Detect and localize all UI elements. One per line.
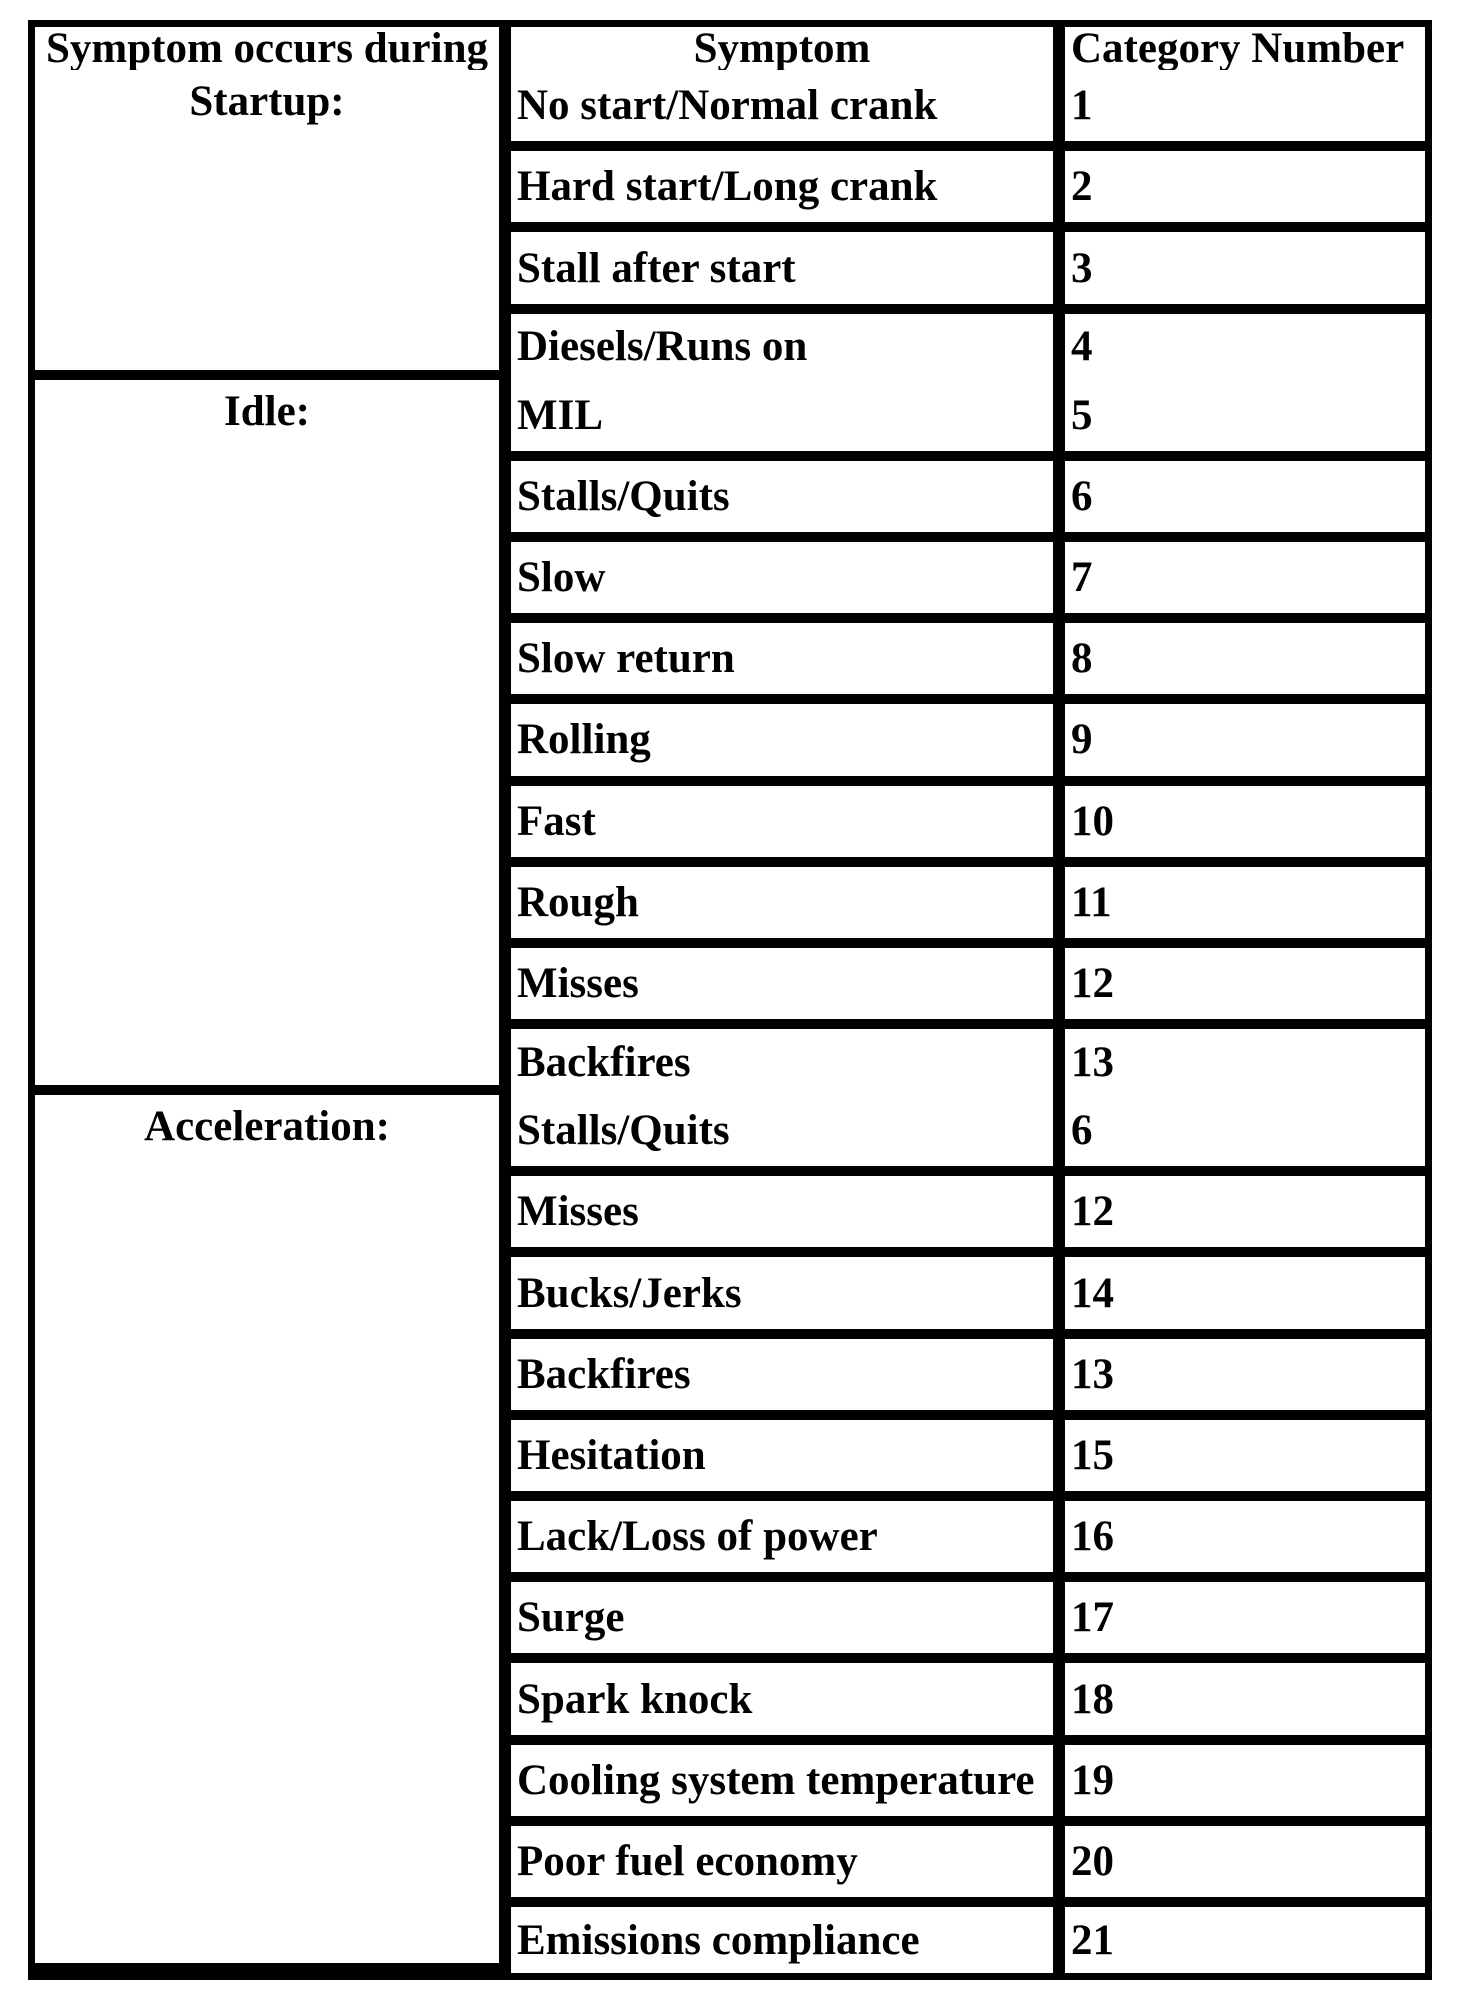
category-number-cell: 21 — [1071, 1916, 1114, 1964]
symptom-cell: Stall after start — [511, 232, 1065, 313]
phase-cell: Idle: — [35, 380, 511, 1096]
symptom-cell: Cooling system temperature — [511, 1745, 1065, 1826]
symptom-cell: Lack/Loss of power — [511, 1501, 1065, 1582]
symptom-cell: Stalls/Quits — [511, 1095, 1065, 1176]
category-number-cell: 13 — [1065, 1339, 1425, 1420]
symptom-cell: Bucks/Jerks — [511, 1257, 1065, 1338]
category-number-cell: 4 — [1071, 323, 1093, 371]
category-number-cell: 10 — [1065, 786, 1425, 867]
symptom-cell: Slow — [511, 542, 1065, 623]
category-number-cell: 2 — [1065, 151, 1425, 232]
symptom-cell: Hesitation — [511, 1420, 1065, 1501]
group-0 — [35, 70, 1425, 380]
symptom-category-table — [28, 20, 1432, 1980]
category-number-cell: 9 — [1065, 704, 1425, 785]
symptom-cell: Rolling — [511, 704, 1065, 785]
category-number-cell: 3 — [1065, 232, 1425, 313]
table-row — [35, 70, 1425, 151]
symptom-cell: Poor fuel economy — [511, 1826, 1065, 1907]
category-number-cell: 14 — [1065, 1257, 1425, 1338]
category-number-cell: 5 — [1065, 380, 1425, 461]
category-number-cell: 17 — [1065, 1582, 1425, 1663]
symptom-cell: Emissions compliance — [511, 1907, 1065, 1973]
group-1 — [35, 380, 1425, 1096]
symptom-cell: MIL — [511, 380, 1065, 461]
symptom-cell: Diesels/Runs on — [511, 314, 1065, 380]
header-row — [35, 27, 1425, 70]
symptom-cell: Rough — [511, 867, 1065, 948]
category-number-cell: 12 — [1065, 948, 1425, 1029]
symptom-cell: No start/Normal crank — [511, 70, 1065, 151]
symptom-cell: Backfires — [511, 1339, 1065, 1420]
symptom-cell: Misses — [511, 1176, 1065, 1257]
category-number-cell: 16 — [1065, 1501, 1425, 1582]
symptom-cell: Misses — [511, 948, 1065, 1029]
header-phase: Symptom occurs during — [35, 27, 511, 70]
header-symptom: Symptom — [511, 27, 1065, 70]
category-number-cell: 20 — [1065, 1826, 1425, 1907]
symptom-cell: Backfires — [511, 1029, 1065, 1095]
header-category-number: Category Number — [1071, 27, 1405, 70]
phase-cell: Startup: — [35, 70, 511, 380]
symptom-cell: Slow return — [511, 623, 1065, 704]
symptom-cell: Surge — [511, 1582, 1065, 1663]
symptom-cell: Hard start/Long crank — [511, 151, 1065, 232]
table-row — [35, 380, 1425, 461]
symptom-cell: Spark knock — [511, 1663, 1065, 1744]
symptom-cell: Stalls/Quits — [511, 461, 1065, 542]
phase-cell: Acceleration: — [35, 1095, 511, 1973]
category-number-cell: 18 — [1065, 1663, 1425, 1744]
category-number-cell: 13 — [1071, 1038, 1114, 1086]
category-number-cell: 8 — [1065, 623, 1425, 704]
category-number-cell: 15 — [1065, 1420, 1425, 1501]
category-number-cell: 19 — [1065, 1745, 1425, 1826]
category-number-cell: 1 — [1065, 70, 1425, 151]
symptom-cell: Fast — [511, 786, 1065, 867]
category-number-cell: 7 — [1065, 542, 1425, 623]
group-2 — [35, 1095, 1425, 1973]
category-number-cell: 6 — [1065, 1095, 1425, 1176]
table-row — [35, 1095, 1425, 1176]
category-number-cell: 11 — [1065, 867, 1425, 948]
category-number-cell: 6 — [1065, 461, 1425, 542]
category-number-cell: 12 — [1065, 1176, 1425, 1257]
